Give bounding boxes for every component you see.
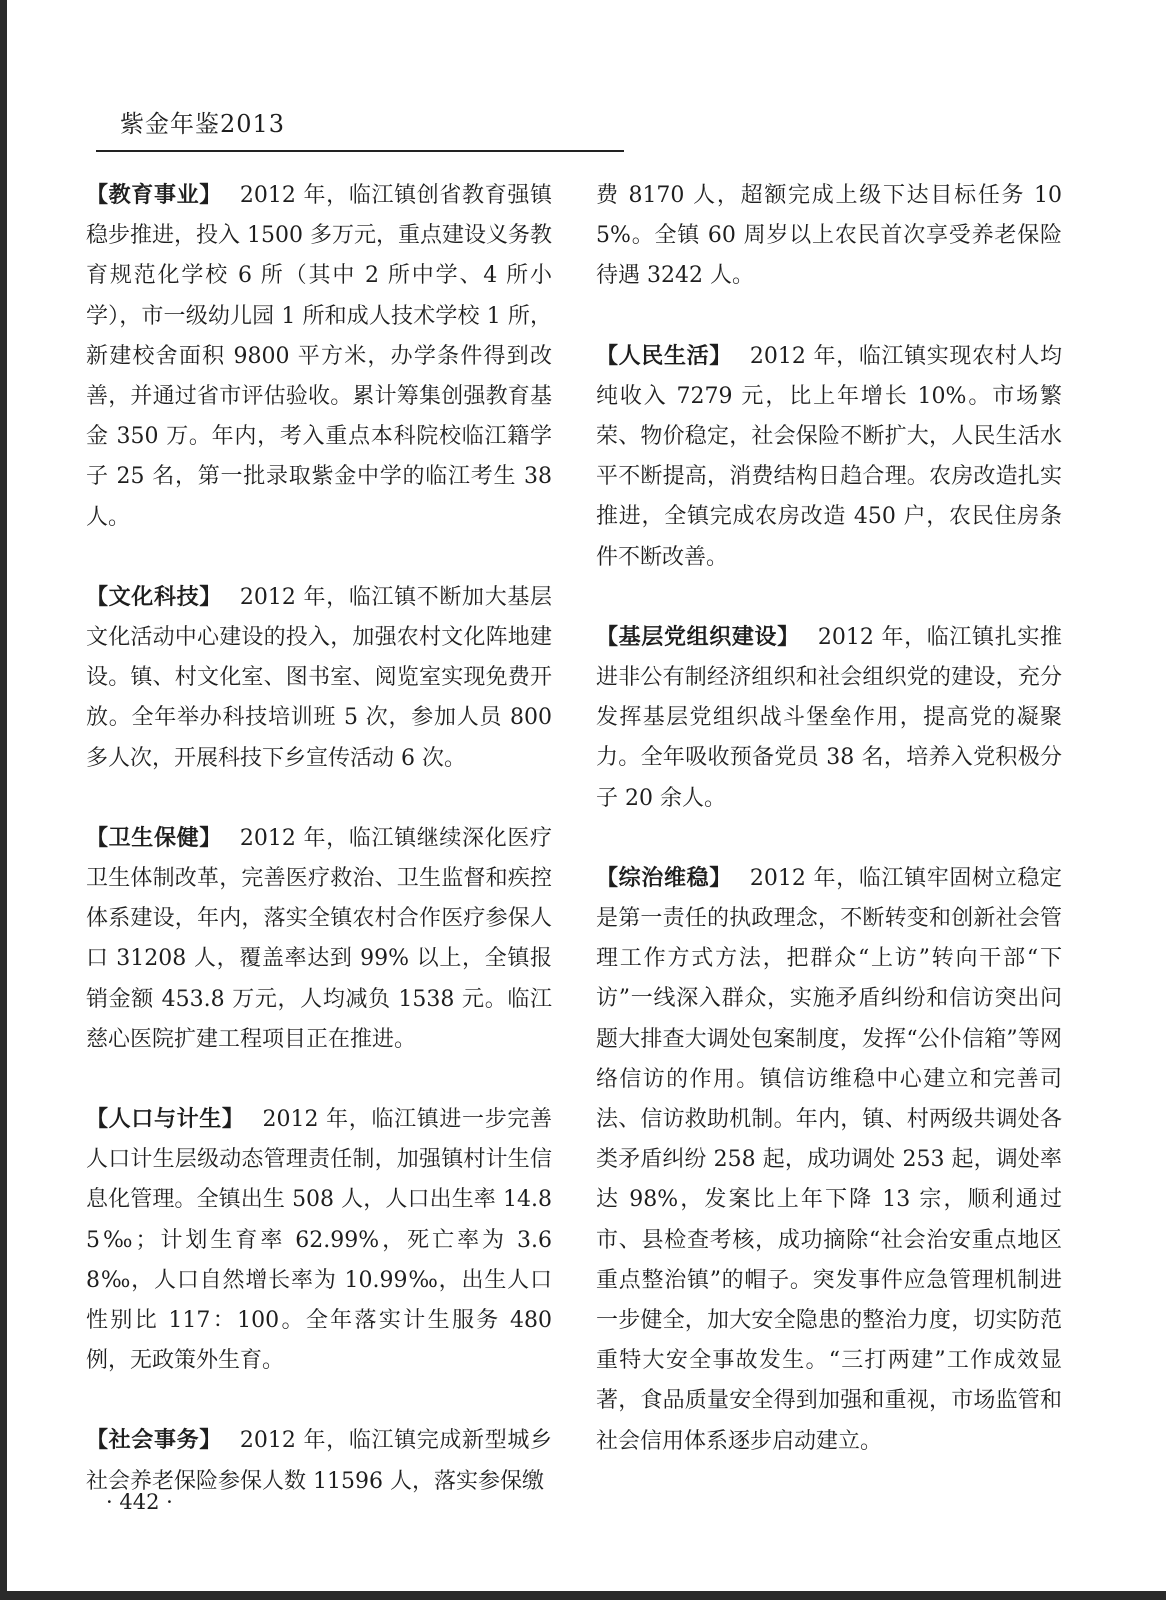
entry-title: 【人民生活】 xyxy=(596,343,732,369)
entry-title: 【卫生保健】 xyxy=(86,825,222,851)
entry-stability-maintenance xyxy=(596,859,1062,1462)
entry-title: 【文化科技】 xyxy=(86,584,222,610)
left-column xyxy=(86,176,552,1542)
entry-title: 【社会事务】 xyxy=(86,1428,222,1454)
entry-title: 【基层党组织建设】 xyxy=(596,624,800,650)
entry-text: 2012 年，临江镇实现农村人均纯收入 7279 元，比上年增长 10%。市场繁荣、物价稳定，社会保险不断扩大，人民生活水平不断提高，消费结构日趋合理。农房改造扎实推进，全镇完成农房改造 450 户，农民住房条件不断改善。 xyxy=(596,343,1062,570)
entry-text: 2012 年，临江镇继续深化医疗卫生体制改革，完善医疗救治、卫生监督和疾控体系建设，年内，落实全镇农村合作医疗参保人口 31208 人，覆盖率达到 99% 以上，全镇报销金额 453.8 万元，人均减负 1538 元。临江慈心医院扩建工程项目正在推进。 xyxy=(86,825,552,1052)
entry-people-livelihood xyxy=(596,337,1062,578)
entry-education xyxy=(86,176,552,538)
right-column xyxy=(596,176,1062,1502)
entry-title: 【综治维稳】 xyxy=(596,865,732,891)
entry-text: 2012 年，临江镇创省教育强镇稳步推进，投入 1500 多万元，重点建设义务教育规范化学校 6 所（其中 2 所中学、4 所小学），市一级幼儿园 1 所和成人技术学校 1 所，新建校舍面积 9800 平方米，办学条件得到改善，并通过省市评估验收。累计筹集创强教育基金 350 万。年内，考入重点本科院校临江籍学子 25 名，第一批录取紫金中学的临江考生 38 人。 xyxy=(86,183,552,530)
entry-population-family-planning xyxy=(86,1100,552,1381)
entry-text: 2012 年，临江镇扎实推进非公有制经济组织和社会组织党的建设，充分发挥基层党组织战斗堡垒作用，提高党的凝聚力。全年吸收预备党员 38 名，培养入党积极分子 20 余人。 xyxy=(596,624,1062,811)
running-head: 紫金年鉴2013 xyxy=(120,110,286,138)
scan-edge-left xyxy=(0,0,7,1600)
entry-text: 2012 年，临江镇不断加大基层文化活动中心建设的投入，加强农村文化阵地建设。镇、村文化室、图书室、阅览室实现免费开放。全年举办科技培训班 5 次，参加人员 800 多人次，开展科技下乡宣传活动 6 次。 xyxy=(86,584,552,771)
entry-text: 2012 年，临江镇进一步完善人口计生层级动态管理责任制，加强镇村计生信息化管理。全镇出生 508 人，人口出生率 14.85‰；计划生育率 62.99%，死亡率为 3.68‰，人口自然增长率为 10.99‰，出生人口性别比 117：100。全年落实计生服务 480 例，无政策外生育。 xyxy=(86,1107,552,1374)
entry-title: 【教育事业】 xyxy=(86,183,222,208)
scan-edge-bottom xyxy=(0,1591,1166,1600)
page-number: · 442 · xyxy=(106,1490,173,1514)
entry-health-care xyxy=(86,819,552,1060)
entry-culture-technology xyxy=(86,578,552,779)
entry-title: 【人口与计生】 xyxy=(86,1107,245,1133)
entry-social-affairs-continued: 费 8170 人，超额完成上级下达目标任务 105%。全镇 60 周岁以上农民首次享受养老保险待遇 3242 人。 xyxy=(596,183,1062,289)
entry-text: 2012 年，临江镇牢固树立稳定是第一责任的执政理念，不断转变和创新社会管理工作方式方法，把群众“上访”转向干部“下访”一线深入群众，实施矛盾纠纷和信访突出问题大排查大调处包案制度，发挥“公仆信箱”等网络信访的作用。镇信访维稳中心建立和完善司法、信访救助机制。年内，镇、村两级共调处各类矛盾纠纷 258 起，成功调处 253 起，调处率达 98%，发案比上年下降 13 宗，顺利通过市、县检查考核，成功摘除“社会治安重点地区重点整治镇”的帽子。突发事件应急管理机制进一步健全，加大安全隐患的整治力度，切实防范重特大安全事故发生。“三打两建”工作成效显著，食品质量安全得到加强和重视，市场监管和社会信用体系逐步启动建立。 xyxy=(596,865,1062,1454)
header-rule xyxy=(96,150,624,152)
entry-text: 2012 年，临江镇完成新型城乡社会养老保险参保人数 11596 人，落实参保缴 xyxy=(86,1428,552,1494)
entry-party-organization xyxy=(596,618,1062,819)
